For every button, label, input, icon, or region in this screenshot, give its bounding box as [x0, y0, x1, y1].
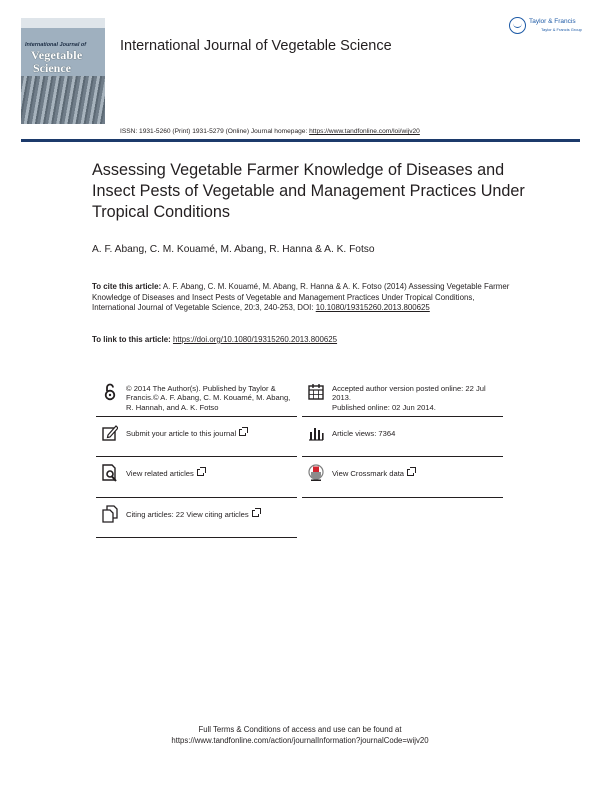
footer-terms-url[interactable]: https://www.tandfonline.com/action/journalInformation?journalCode=wijv20 [171, 735, 429, 745]
article-authors: A. F. Abang, C. M. Kouamé, M. Abang, R. Hanna & A. K. Fotso [92, 244, 375, 255]
doi-link[interactable]: 10.1080/19315260.2013.800625 [315, 303, 430, 313]
cover-photo [21, 76, 105, 124]
citing-articles-link[interactable] [126, 510, 259, 519]
views-cell [302, 424, 503, 457]
open-access-icon [102, 383, 118, 401]
taylor-francis-logo-icon [509, 17, 526, 34]
document-search-icon [102, 464, 118, 482]
footer-terms [0, 725, 600, 746]
cite-text: A. F. Abang, C. M. Kouamé, M. Abang, R. Hanna & A. K. Fotso (2014) Assessing Vegetable Farmer Knowledge of Diseases and Insect Pests of Vegetable and Management Practices Under Tropical Conditions, International Journal of Vegetable Science, 20:3, 240-253, DOI: [92, 282, 510, 313]
bar-chart-icon [308, 424, 324, 442]
article-link-line [92, 335, 337, 344]
accepted-cell [302, 383, 503, 417]
related-link-text: View related articles [126, 469, 194, 478]
journal-title[interactable]: International Journal of Vegetable Science [120, 38, 392, 54]
link-label: To link to this article: [92, 335, 173, 344]
external-link-icon [407, 469, 414, 476]
external-link-icon [197, 469, 204, 476]
cover-title-science: Science [33, 61, 71, 75]
license-cell [96, 383, 297, 417]
related-articles-link[interactable] [126, 469, 204, 478]
cite-label: To cite this article: [92, 282, 162, 291]
related-cell[interactable] [96, 464, 297, 498]
citing-articles-icon [102, 505, 118, 523]
crossmark-cell[interactable] [302, 464, 503, 498]
crossmark-link-text: View Crossmark data [332, 469, 405, 478]
crossmark-icon [308, 464, 324, 482]
taylor-francis-logo[interactable] [509, 17, 581, 37]
edit-icon [102, 424, 118, 442]
cover-title-vegetable: Vegetable [31, 48, 83, 62]
crossmark-link[interactable] [332, 469, 414, 478]
submit-cell[interactable] [96, 424, 297, 457]
header-divider [21, 139, 580, 142]
article-views: Article views: 7364 [332, 429, 396, 438]
article-doi-url[interactable]: https://doi.org/10.1080/19315260.2013.800625 [172, 335, 338, 344]
calendar-icon [308, 383, 324, 401]
accepted-text [332, 384, 504, 412]
footer-terms-line: Full Terms & Conditions of access and use can be found at [198, 725, 402, 734]
citation-block [92, 282, 512, 314]
cover-journal-line: International Journal of [25, 42, 87, 48]
issn-line [120, 128, 420, 135]
citing-cell[interactable] [96, 505, 297, 538]
publisher-name: Taylor & Francis [529, 18, 576, 25]
article-title: Assessing Vegetable Farmer Knowledge of Diseases and Insect Pests of Vegetable and Management Practices Under Tropical Conditions [92, 161, 525, 221]
publisher-group: Taylor & Francis Group [541, 27, 582, 32]
accepted-online: Accepted author version posted online: 22 Jul 2013. [332, 384, 486, 403]
license-text: © 2014 The Author(s). Published by Taylor & Francis.© A. F. Abang, C. M. Kouamé, M. Abang, R. Hannah, and A. K. Fotso [126, 384, 291, 412]
journal-homepage-link[interactable]: https://www.tandfonline.com/loi/wijv20 [309, 128, 420, 135]
submit-link-text: Submit your article to this journal [126, 429, 237, 438]
published-online: Published online: 02 Jun 2014. [332, 402, 436, 412]
journal-cover-image [21, 18, 105, 124]
citing-link-text: Citing articles: 22 View citing articles [126, 510, 249, 519]
issn-text: ISSN: 1931-5260 (Print) 1931-5279 (Online) Journal homepage: [120, 128, 310, 135]
external-link-icon [252, 510, 259, 517]
submit-link[interactable] [126, 429, 246, 438]
external-link-icon [239, 429, 246, 436]
